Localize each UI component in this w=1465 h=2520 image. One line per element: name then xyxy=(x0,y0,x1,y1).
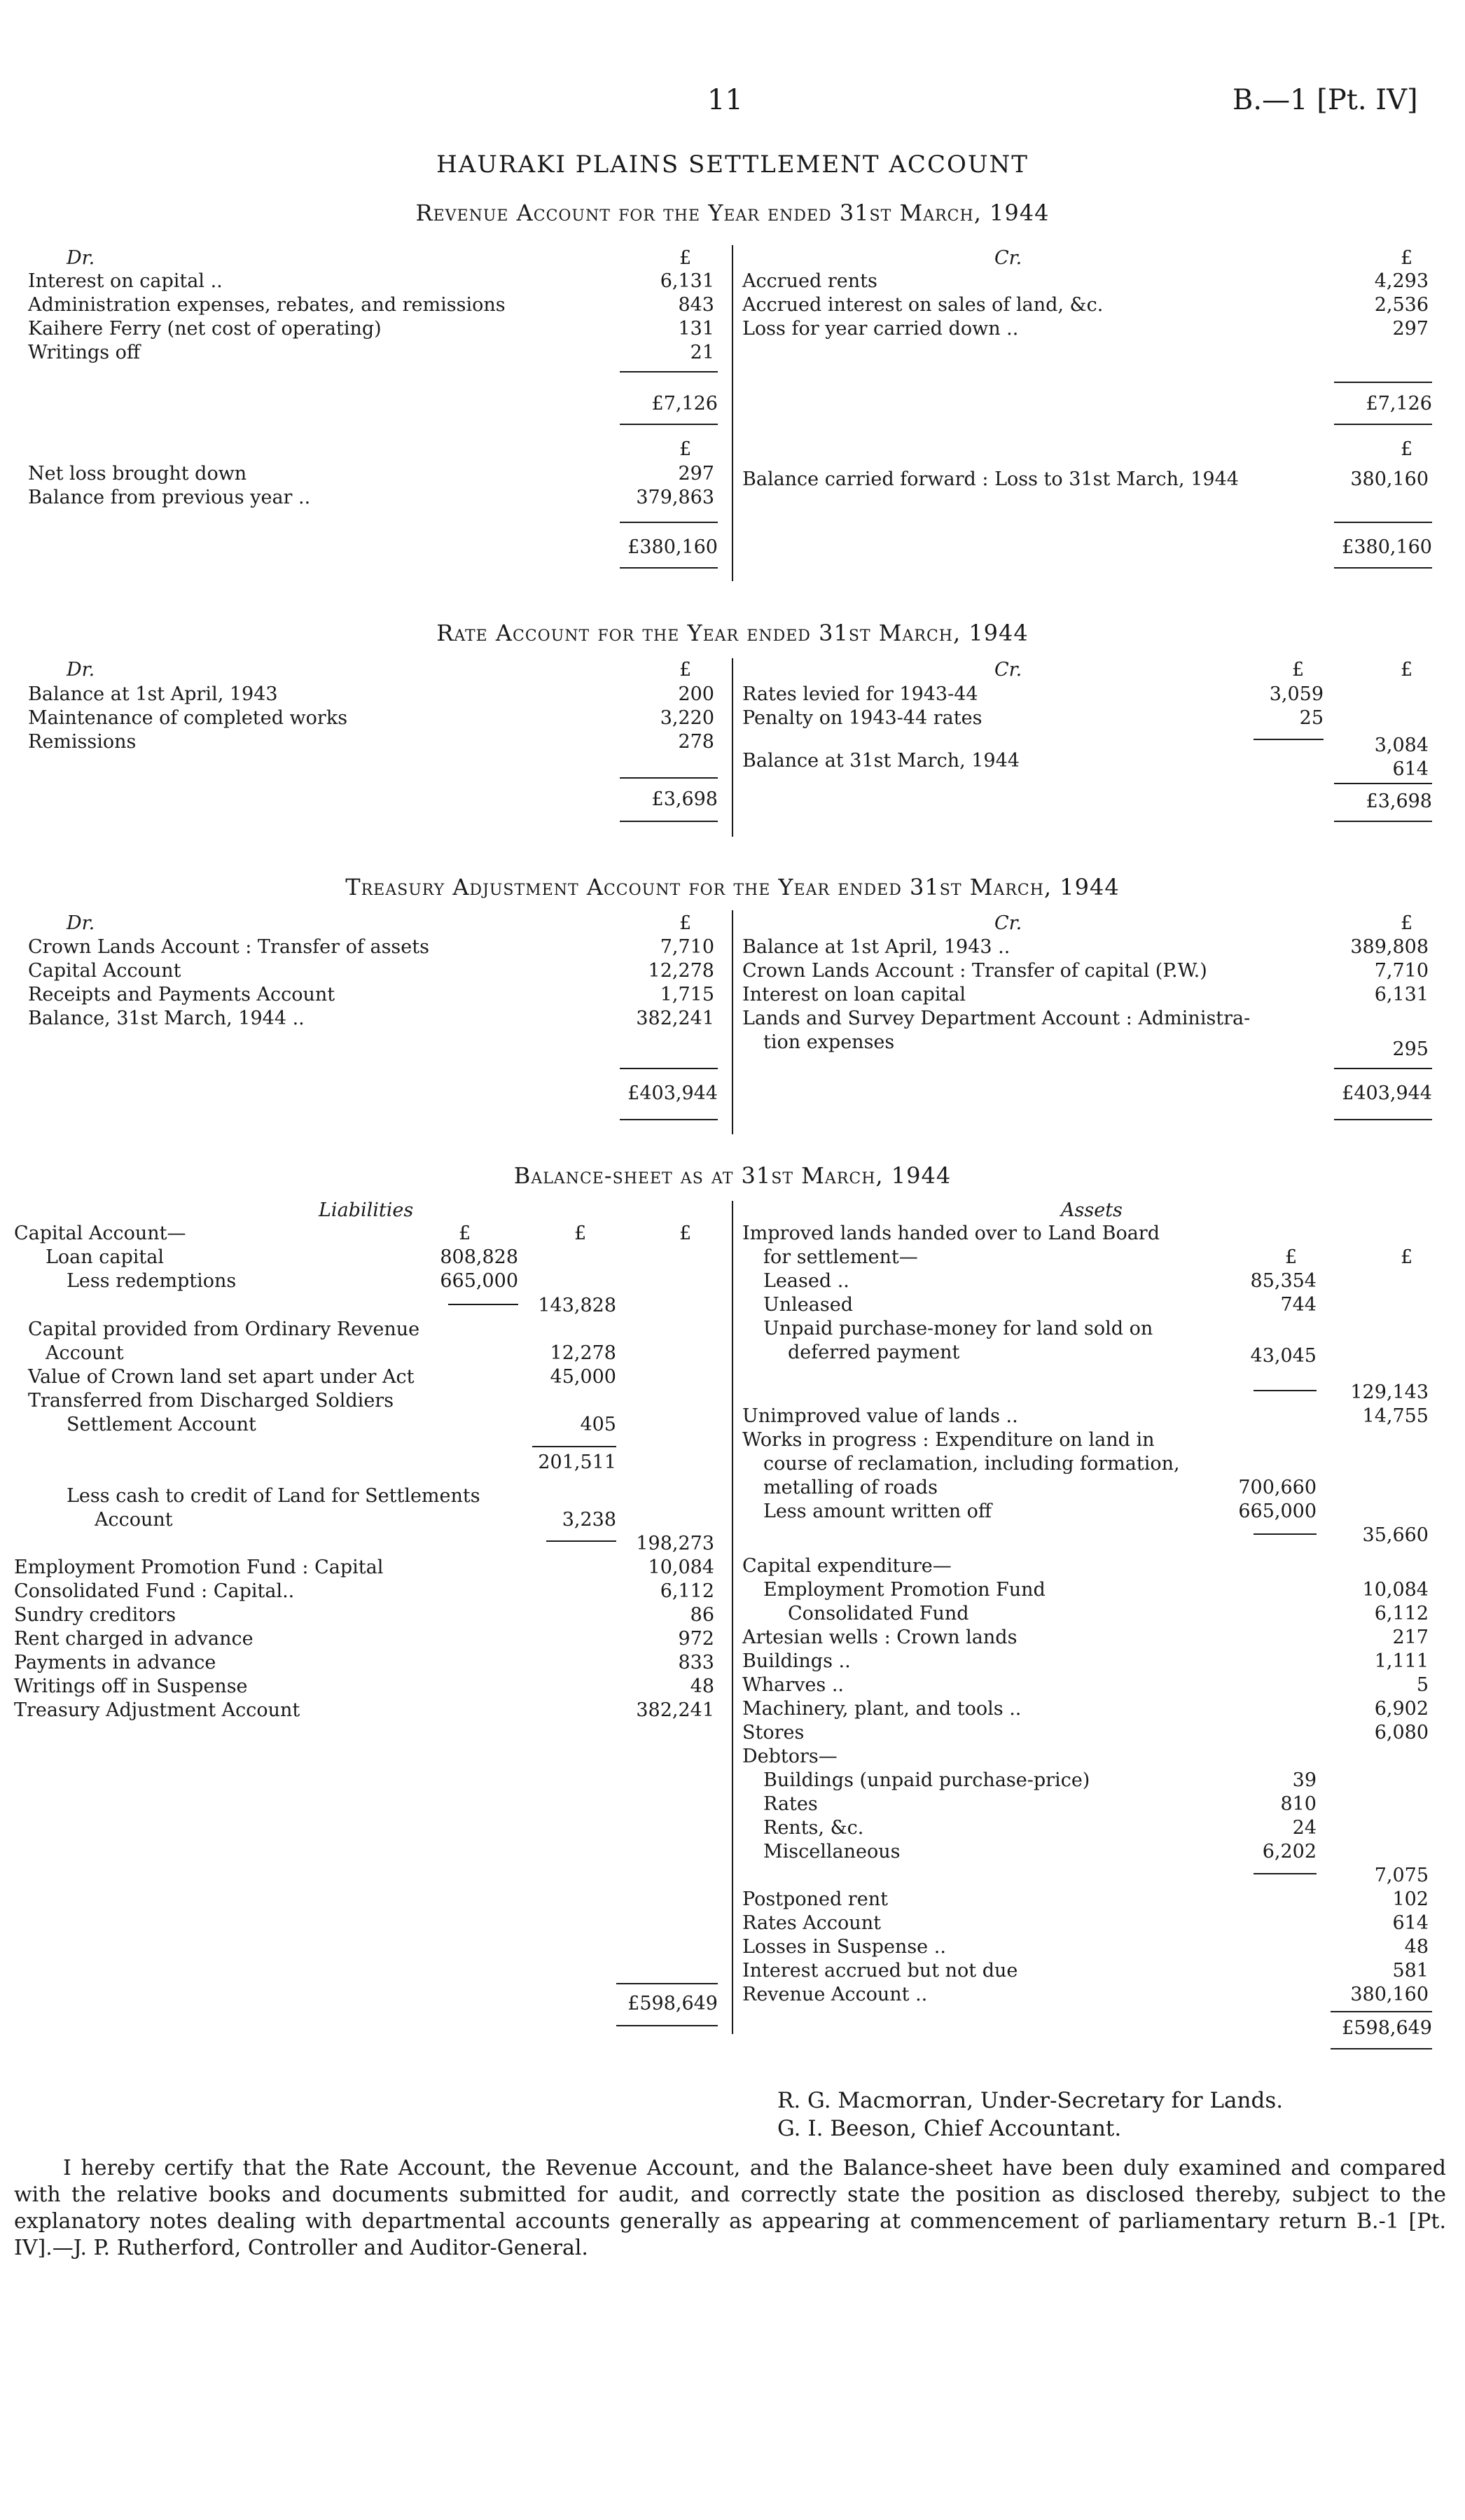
rate-cr-balance-label: Balance at 31st March, 1944 xyxy=(742,750,1020,772)
revenue-cr2-item-value: 380,160 xyxy=(1350,468,1429,490)
rate-cr-label: Cr. xyxy=(994,659,1022,681)
revenue-dr2-item-value: 297 xyxy=(678,463,714,485)
treasury-dr-item-value: 382,241 xyxy=(636,1008,714,1029)
revenue-pound-right-2: £ xyxy=(1401,438,1413,460)
liab-net-loan: 143,828 xyxy=(538,1295,616,1316)
asset-tail-label: Postponed rent xyxy=(742,1888,888,1910)
asset-works-value: 700,660 xyxy=(1238,1477,1317,1498)
liab-transferred-line1: Transferred from Discharged Soldiers xyxy=(28,1390,394,1412)
rate-dr-item-value: 278 xyxy=(678,731,714,753)
asset-pound-col1: £ xyxy=(1285,1246,1298,1268)
treasury-cr-item-value: 295 xyxy=(1392,1038,1429,1060)
asset-cap-item-label: Consolidated Fund xyxy=(788,1603,969,1624)
revenue-cr-item-label: Loss for year carried down .. xyxy=(742,318,1019,340)
liab-less-redemptions-value: 665,000 xyxy=(440,1270,518,1292)
asset-tail-value: 581 xyxy=(1392,1960,1429,1982)
asset-tail-label: Interest accrued but not due xyxy=(742,1960,1018,1982)
asset-works-line2: course of reclamation, including formation, xyxy=(763,1453,1180,1475)
revenue-cr-item-value: 4,293 xyxy=(1374,270,1429,292)
auditor-certificate: I hereby certify that the Rate Account, the Revenue Account, and the Balance-sheet have been duly examined and compared with the relative books and documents submitted for audit, and correctly state the position as disclosed thereby, subject to the explanatory notes dealing with departmental accounts generally as appearing at commencement of parliamentary return B.-1 [Pt. IV].—J. P. Rutherford, Controller and Auditor-General. xyxy=(14,2156,1446,2260)
liab-item-value: 972 xyxy=(678,1628,714,1650)
asset-item-value: 5 xyxy=(1416,1674,1429,1696)
rate-dr-item-label: Maintenance of completed works xyxy=(28,707,348,729)
revenue-dr2-item-label: Net loss brought down xyxy=(28,463,247,485)
asset-debtor-value: 6,202 xyxy=(1262,1841,1317,1863)
liab-subtotal: 201,511 xyxy=(538,1452,616,1473)
treasury-dr-item-label: Capital Account xyxy=(28,960,181,982)
revenue-dr-item-value: 131 xyxy=(678,318,714,340)
asset-debtors-total: 7,075 xyxy=(1374,1865,1429,1886)
assets-title: Assets xyxy=(1061,1199,1123,1221)
liab-loan-capital-label: Loan capital xyxy=(46,1246,164,1268)
liab-less-cash-line2: Account xyxy=(95,1509,173,1531)
asset-tail-value: 380,160 xyxy=(1350,1984,1429,2005)
rate-cr-balance-value: 614 xyxy=(1392,758,1429,780)
asset-debtor-value: 810 xyxy=(1280,1793,1317,1815)
document-reference: B.—1 [Pt. IV] xyxy=(1233,84,1418,116)
liab-item-label: Writings off in Suspense xyxy=(14,1676,248,1697)
asset-works-line3: metalling of roads xyxy=(763,1477,938,1498)
asset-cap-item-value: 6,112 xyxy=(1374,1603,1429,1624)
asset-item-label: Artesian wells : Crown lands xyxy=(742,1627,1018,1648)
treasury-dr-item-value: 7,710 xyxy=(660,936,714,958)
treasury-pound-left: £ xyxy=(679,912,692,934)
revenue-dr-item-value: 843 xyxy=(678,294,714,316)
asset-works-total: 35,660 xyxy=(1362,1524,1429,1546)
liab-crown-land-label: Value of Crown land set apart under Act xyxy=(28,1366,415,1388)
liab-transferred-value: 405 xyxy=(580,1414,616,1435)
liab-crown-land-value: 45,000 xyxy=(550,1366,616,1388)
liab-pound-col1: £ xyxy=(459,1223,471,1244)
revenue-dr-item-label: Administration expenses, rebates, and remissions xyxy=(28,294,506,316)
rate-pound-left: £ xyxy=(679,659,692,681)
asset-tail-value: 102 xyxy=(1392,1888,1429,1910)
treasury-dr-item-label: Balance, 31st March, 1944 .. xyxy=(28,1008,305,1029)
liab-item-value: 10,084 xyxy=(648,1557,714,1578)
asset-debtor-value: 39 xyxy=(1292,1769,1317,1791)
asset-item-label: Machinery, plant, and tools .. xyxy=(742,1698,1022,1720)
rate-cr-item-value: 3,059 xyxy=(1269,683,1324,705)
liab-item-label: Sundry creditors xyxy=(14,1604,176,1626)
signature-line-1: R. G. Macmorran, Under-Secretary for Lands. xyxy=(777,2088,1284,2113)
liab-less-cash-line1: Less cash to credit of Land for Settlements xyxy=(67,1485,480,1507)
revenue-pound-left-2: £ xyxy=(679,438,692,460)
treasury-dr-item-label: Receipts and Payments Account xyxy=(28,984,335,1005)
asset-tail-label: Losses in Suspense .. xyxy=(742,1936,946,1958)
asset-item-value: 217 xyxy=(1392,1627,1429,1648)
revenue-dr-label: Dr. xyxy=(67,247,95,269)
asset-improved-total: 129,143 xyxy=(1350,1381,1429,1403)
revenue-cr-item-value: 297 xyxy=(1392,318,1429,340)
revenue-cr2-item-label: Balance carried forward : Loss to 31st March, 1944 xyxy=(742,468,1239,490)
revenue-dr-item-label: Kaihere Ferry (net cost of operating) xyxy=(28,318,382,340)
liab-pound-col3: £ xyxy=(679,1223,692,1244)
revenue-dr2-total: £380,160 xyxy=(627,536,718,558)
treasury-dr-item-value: 1,715 xyxy=(660,984,714,1005)
liab-item-label: Employment Promotion Fund : Capital xyxy=(14,1557,384,1578)
liab-less-redemptions-label: Less redemptions xyxy=(67,1270,237,1292)
rate-pound-right: £ xyxy=(1401,659,1413,681)
treasury-cr-total: £403,944 xyxy=(1342,1083,1432,1104)
treasury-heading: Treasury Adjustment Account for the Year ended 31st March, 1944 xyxy=(345,874,1120,900)
liab-capital-total: 198,273 xyxy=(636,1533,714,1554)
asset-unleased-value: 744 xyxy=(1280,1294,1317,1316)
asset-item-label: Buildings .. xyxy=(742,1650,851,1672)
liabilities-title: Liabilities xyxy=(319,1199,414,1221)
treasury-cr-item-label: Interest on loan capital xyxy=(742,984,966,1005)
liab-capital-provided-value: 12,278 xyxy=(550,1342,616,1364)
revenue-cr2-total: £380,160 xyxy=(1342,536,1432,558)
rate-cr-item-label: Rates levied for 1943-44 xyxy=(742,683,978,705)
asset-unpaid-value: 43,045 xyxy=(1250,1345,1317,1367)
liab-item-value: 833 xyxy=(678,1652,714,1673)
rate-pound-mid: £ xyxy=(1292,659,1305,681)
treasury-cr-item-label: Balance at 1st April, 1943 .. xyxy=(742,936,1011,958)
asset-cap-item-label: Employment Promotion Fund xyxy=(763,1579,1046,1601)
liab-item-value: 382,241 xyxy=(636,1699,714,1721)
rate-dr-item-value: 3,220 xyxy=(660,707,714,729)
liab-capital-account: Capital Account— xyxy=(14,1223,186,1244)
asset-unimproved-label: Unimproved value of lands .. xyxy=(742,1405,1018,1427)
rate-cr-item-value: 25 xyxy=(1299,707,1324,729)
asset-tail-value: 48 xyxy=(1404,1936,1429,1958)
asset-written-off-label: Less amount written off xyxy=(763,1501,992,1522)
page-number: 11 xyxy=(707,84,743,116)
rate-cr-subtotal: 3,084 xyxy=(1374,735,1429,756)
asset-tail-label: Revenue Account .. xyxy=(742,1984,928,2005)
asset-unpaid-line2: deferred payment xyxy=(788,1342,960,1363)
revenue-cr-item-value: 2,536 xyxy=(1374,294,1429,316)
revenue-heading: Revenue Account for the Year ended 31st March, 1944 xyxy=(415,200,1050,226)
treasury-dr-item-label: Crown Lands Account : Transfer of assets xyxy=(28,936,429,958)
asset-item-label: Stores xyxy=(742,1722,805,1743)
treasury-cr-item-value: 389,808 xyxy=(1350,936,1429,958)
treasury-cr-item-label: Crown Lands Account : Transfer of capital (P.W.) xyxy=(742,960,1207,982)
treasury-dr-label: Dr. xyxy=(67,912,95,934)
asset-leased-value: 85,354 xyxy=(1250,1270,1317,1292)
liab-transferred-line2: Settlement Account xyxy=(67,1414,256,1435)
asset-improved-line2: for settlement— xyxy=(763,1246,918,1268)
treasury-cr-item-value: 7,710 xyxy=(1374,960,1429,982)
liab-item-label: Rent charged in advance xyxy=(14,1628,254,1650)
rate-heading: Rate Account for the Year ended 31st March, 1944 xyxy=(436,620,1029,646)
treasury-dr-total: £403,944 xyxy=(627,1083,718,1104)
asset-unpaid-line1: Unpaid purchase-money for land sold on xyxy=(763,1318,1153,1339)
treasury-pound-right: £ xyxy=(1401,912,1413,934)
liab-item-label: Consolidated Fund : Capital.. xyxy=(14,1580,295,1602)
liab-capital-provided-line1: Capital provided from Ordinary Revenue xyxy=(28,1318,420,1340)
revenue-cr-item-label: Accrued rents xyxy=(742,270,877,292)
revenue-dr-item-label: Writings off xyxy=(28,342,141,363)
revenue-dr2-item-label: Balance from previous year .. xyxy=(28,487,311,508)
asset-debtor-label: Rents, &c. xyxy=(763,1817,864,1839)
liab-item-label: Payments in advance xyxy=(14,1652,216,1673)
asset-debtor-label: Miscellaneous xyxy=(763,1841,901,1863)
treasury-cr-item-label: tion expenses xyxy=(763,1031,895,1053)
asset-debtor-label: Rates xyxy=(763,1793,818,1815)
rate-dr-item-label: Remissions xyxy=(28,731,137,753)
balance-sheet-heading: Balance-sheet as at 31st March, 1944 xyxy=(513,1162,952,1189)
document-title: HAURAKI PLAINS SETTLEMENT ACCOUNT xyxy=(436,151,1029,179)
revenue-dr-item-label: Interest on capital .. xyxy=(28,270,223,292)
asset-item-label: Wharves .. xyxy=(742,1674,844,1696)
treasury-cr-item-value: 6,131 xyxy=(1374,984,1429,1005)
liab-item-value: 48 xyxy=(690,1676,714,1697)
asset-item-value: 1,111 xyxy=(1374,1650,1429,1672)
revenue-dr-total: £7,126 xyxy=(651,393,718,415)
asset-written-off-value: 665,000 xyxy=(1238,1501,1317,1522)
liab-loan-capital-value: 808,828 xyxy=(440,1246,518,1268)
liab-pound-col2: £ xyxy=(574,1223,587,1244)
asset-item-value: 6,902 xyxy=(1374,1698,1429,1720)
rate-dr-label: Dr. xyxy=(67,659,95,681)
rate-cr-total: £3,698 xyxy=(1366,791,1432,812)
liab-item-value: 86 xyxy=(690,1604,714,1626)
asset-debtor-label: Buildings (unpaid purchase-price) xyxy=(763,1769,1090,1791)
asset-cap-item-value: 10,084 xyxy=(1362,1579,1429,1601)
asset-tail-value: 614 xyxy=(1392,1912,1429,1934)
rate-dr-total: £3,698 xyxy=(651,788,718,810)
revenue-pound-right: £ xyxy=(1401,247,1413,269)
rate-dr-item-value: 200 xyxy=(678,683,714,705)
treasury-cr-item-label: Lands and Survey Department Account : Administra- xyxy=(742,1008,1251,1029)
asset-unimproved-value: 14,755 xyxy=(1362,1405,1429,1427)
revenue-cr-item-label: Accrued interest on sales of land, &c. xyxy=(742,294,1104,316)
liab-item-label: Treasury Adjustment Account xyxy=(14,1699,300,1721)
treasury-cr-label: Cr. xyxy=(994,912,1022,934)
liab-less-cash-value: 3,238 xyxy=(562,1509,616,1531)
revenue-cr-label: Cr. xyxy=(994,247,1022,269)
asset-works-line1: Works in progress : Expenditure on land in xyxy=(742,1429,1155,1451)
asset-item-value: 6,080 xyxy=(1374,1722,1429,1743)
asset-leased-label: Leased .. xyxy=(763,1270,849,1292)
revenue-dr-item-value: 21 xyxy=(690,342,714,363)
liab-total: £598,649 xyxy=(627,1993,718,2014)
asset-debtors: Debtors— xyxy=(742,1746,838,1767)
revenue-dr2-item-value: 379,863 xyxy=(636,487,714,508)
asset-improved-line1: Improved lands handed over to Land Board xyxy=(742,1223,1160,1244)
liab-item-value: 6,112 xyxy=(660,1580,714,1602)
revenue-pound-left: £ xyxy=(679,247,692,269)
asset-capital-exp: Capital expenditure— xyxy=(742,1555,952,1577)
liab-capital-provided-line2: Account xyxy=(46,1342,124,1364)
asset-debtor-value: 24 xyxy=(1292,1817,1317,1839)
asset-total: £598,649 xyxy=(1342,2017,1432,2039)
revenue-cr-total: £7,126 xyxy=(1366,393,1432,415)
asset-unleased-label: Unleased xyxy=(763,1294,853,1316)
signature-line-2: G. I. Beeson, Chief Accountant. xyxy=(777,2116,1122,2141)
rate-cr-item-label: Penalty on 1943-44 rates xyxy=(742,707,983,729)
rate-dr-item-label: Balance at 1st April, 1943 xyxy=(28,683,278,705)
asset-tail-label: Rates Account xyxy=(742,1912,881,1934)
asset-pound-col2: £ xyxy=(1401,1246,1413,1268)
treasury-dr-item-value: 12,278 xyxy=(648,960,714,982)
revenue-dr-item-value: 6,131 xyxy=(660,270,714,292)
